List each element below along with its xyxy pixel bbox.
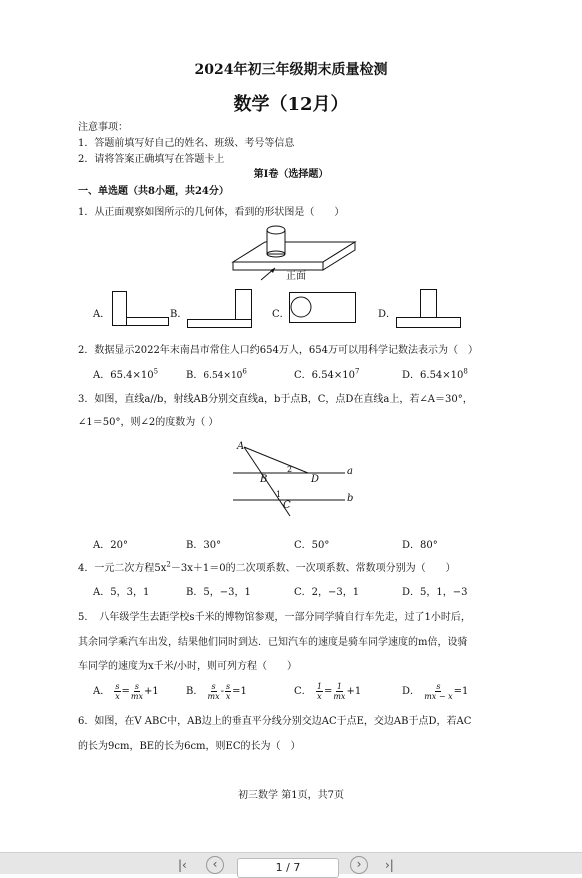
q3-stem-line1: 3．如图，直线a//b，射线AB分别交直线a，b于点B，C，点D在直线a上，若∠A＝30°， <box>78 394 473 405</box>
q6-line1: 6．如图，在V ABC中，AB边上的垂直平分线分别交边AC于点E，交边AB于点D，若AC <box>78 716 472 727</box>
q3-stem-line2: ∠1＝50°，则∠2的度数为（ ） <box>78 417 219 428</box>
numerator: s <box>134 682 140 691</box>
q2-option-c <box>294 366 360 381</box>
numerator: s <box>211 682 216 691</box>
option-mantissa: 65.4×10 <box>110 370 154 381</box>
q6-line2: 的长为9cm，BE的长为6cm，则EC的长为（ ） <box>78 741 301 752</box>
q5-line2: 其余同学乘汽车出发，结果他们同时到达．已知汽车的速度是骑车同学速度的m倍，设骑 <box>78 637 468 648</box>
q3-option-a: A．20° <box>93 540 128 551</box>
pdf-toolbar <box>0 852 582 874</box>
q3-angle-1: 1 <box>276 490 282 499</box>
q1-front-label: 正面 <box>286 271 306 282</box>
first-page-button[interactable]: |‹ <box>178 858 187 872</box>
q2-option-a <box>93 366 158 381</box>
q4-stem-exp: 2 <box>166 560 171 569</box>
tail: +1 <box>346 686 362 697</box>
denominator: mx <box>207 692 220 701</box>
q2-option-d <box>402 366 468 381</box>
prev-page-button[interactable]: ‹ <box>206 856 224 874</box>
q1-option-b-shape <box>187 289 257 329</box>
q3-label-d-point: D <box>311 474 320 485</box>
note-item: 2．请将答案正确填写在答题卡上 <box>78 154 225 165</box>
denominator: mx <box>333 692 346 701</box>
denominator: x <box>225 692 231 701</box>
denominator: mx − x <box>424 692 453 701</box>
q3-label-c-point: C <box>283 500 291 511</box>
q1-option-label: C． <box>272 309 290 320</box>
option-mantissa: 6.54×10 <box>420 370 464 381</box>
denominator: mx <box>130 692 144 701</box>
operator: = <box>121 686 130 697</box>
option-label: A． <box>93 686 111 697</box>
next-page-button[interactable]: › <box>350 856 368 874</box>
option-label: B． <box>186 686 204 697</box>
numerator: 1 <box>316 682 322 691</box>
option-exponent: 6 <box>242 367 247 376</box>
option-exponent: 5 <box>153 367 159 376</box>
numerator: 1 <box>336 682 342 691</box>
denominator: x <box>115 692 120 701</box>
q5-option-c <box>294 682 361 701</box>
note-item: 1．答题前填写好自己的姓名、班级、考号等信息 <box>78 138 295 149</box>
q2-option-b <box>186 366 247 381</box>
q4-option-d: D．5，1，−3 <box>402 587 468 598</box>
option-exponent: 7 <box>355 367 360 376</box>
option-mantissa: 6.54×10 <box>311 370 356 381</box>
fraction <box>208 682 220 701</box>
fraction <box>333 682 345 701</box>
page-footer: 初三数学 第1页，共7页 <box>238 790 344 801</box>
q1-option-c-shape <box>289 292 359 326</box>
exam-title: 2024年初三年级期末质量检测 <box>194 62 388 78</box>
numerator: s <box>226 682 231 691</box>
q4-stem-pre: 4．一元二次方程5x <box>78 563 167 574</box>
operator: = <box>323 686 333 697</box>
q1-option-d-shape <box>396 289 466 329</box>
q3-option-c: C．50° <box>294 540 330 551</box>
q5-option-a <box>93 682 159 701</box>
part-heading: 一、单选题（共8小题，共24分） <box>78 186 229 197</box>
subject-title: 数学（12月） <box>233 94 349 115</box>
fraction <box>114 682 120 701</box>
tail: =1 <box>232 686 247 697</box>
fraction <box>225 682 231 701</box>
option-label: A． <box>93 370 111 381</box>
q4-stem-post: －3x＋1＝0的二次项系数、一次项系数、常数项分别为（ ） <box>170 563 456 574</box>
q1-option-a-shape <box>112 291 172 327</box>
q1-option-label: B． <box>170 309 188 320</box>
fraction <box>424 682 452 701</box>
notes-heading: 注意事项： <box>78 122 128 133</box>
tail: +1 <box>144 686 159 697</box>
q3-option-d: D．80° <box>402 540 438 551</box>
denominator: x <box>317 692 322 701</box>
numerator: s <box>436 682 441 691</box>
option-label: C． <box>294 686 312 697</box>
tail: =1 <box>453 686 469 697</box>
option-label: C． <box>294 370 312 381</box>
numerator: s <box>115 682 120 691</box>
q4-stem <box>78 559 456 574</box>
option-exponent: 8 <box>463 367 468 376</box>
option-label: D． <box>402 370 421 381</box>
q3-label-line-a: a <box>347 466 353 477</box>
option-label: D． <box>402 686 421 697</box>
q1-stem: 1．从正面观察如图所示的几何体，看到的形状图是（ ） <box>78 207 345 218</box>
q2-stem: 2．数据显示2022年末南昌市常住人口约654万人，654万可以用科学记数法表示为（ ） <box>78 345 478 356</box>
q3-option-b: B．30° <box>186 540 222 551</box>
q3-label-b-point: B <box>260 474 268 485</box>
option-mantissa: 6.54×10 <box>203 371 243 381</box>
q5-option-b <box>186 682 247 701</box>
fraction <box>131 682 143 701</box>
q5-line3: 车同学的速度为x千米/小时，则可列方程（ ） <box>78 661 298 672</box>
q3-label-a-point: A <box>237 441 245 452</box>
q3-label-line-b: b <box>347 493 354 504</box>
page-number-input[interactable]: 1 / 7 <box>237 858 339 878</box>
q3-parallel-lines-figure <box>230 440 360 518</box>
q3-angle-2: 2 <box>287 465 293 474</box>
q5-option-d <box>402 682 468 701</box>
last-page-button[interactable]: ›| <box>385 858 394 872</box>
q4-option-b: B．5，−3，1 <box>186 587 251 598</box>
q5-line1: 5． 八年级学生去距学校s千米的博物馆参观，一部分同学骑自行车先走，过了1小时后， <box>78 612 471 623</box>
option-label: B． <box>186 370 204 381</box>
q1-option-label: D． <box>378 309 397 320</box>
q4-option-a: A．5，3，1 <box>93 587 150 598</box>
q4-option-c: C．2，−3，1 <box>294 587 360 598</box>
volume-heading: 第I卷（选择题） <box>253 169 329 180</box>
q1-option-label: A． <box>93 309 111 320</box>
operator: - <box>220 686 225 697</box>
fraction <box>316 682 323 701</box>
